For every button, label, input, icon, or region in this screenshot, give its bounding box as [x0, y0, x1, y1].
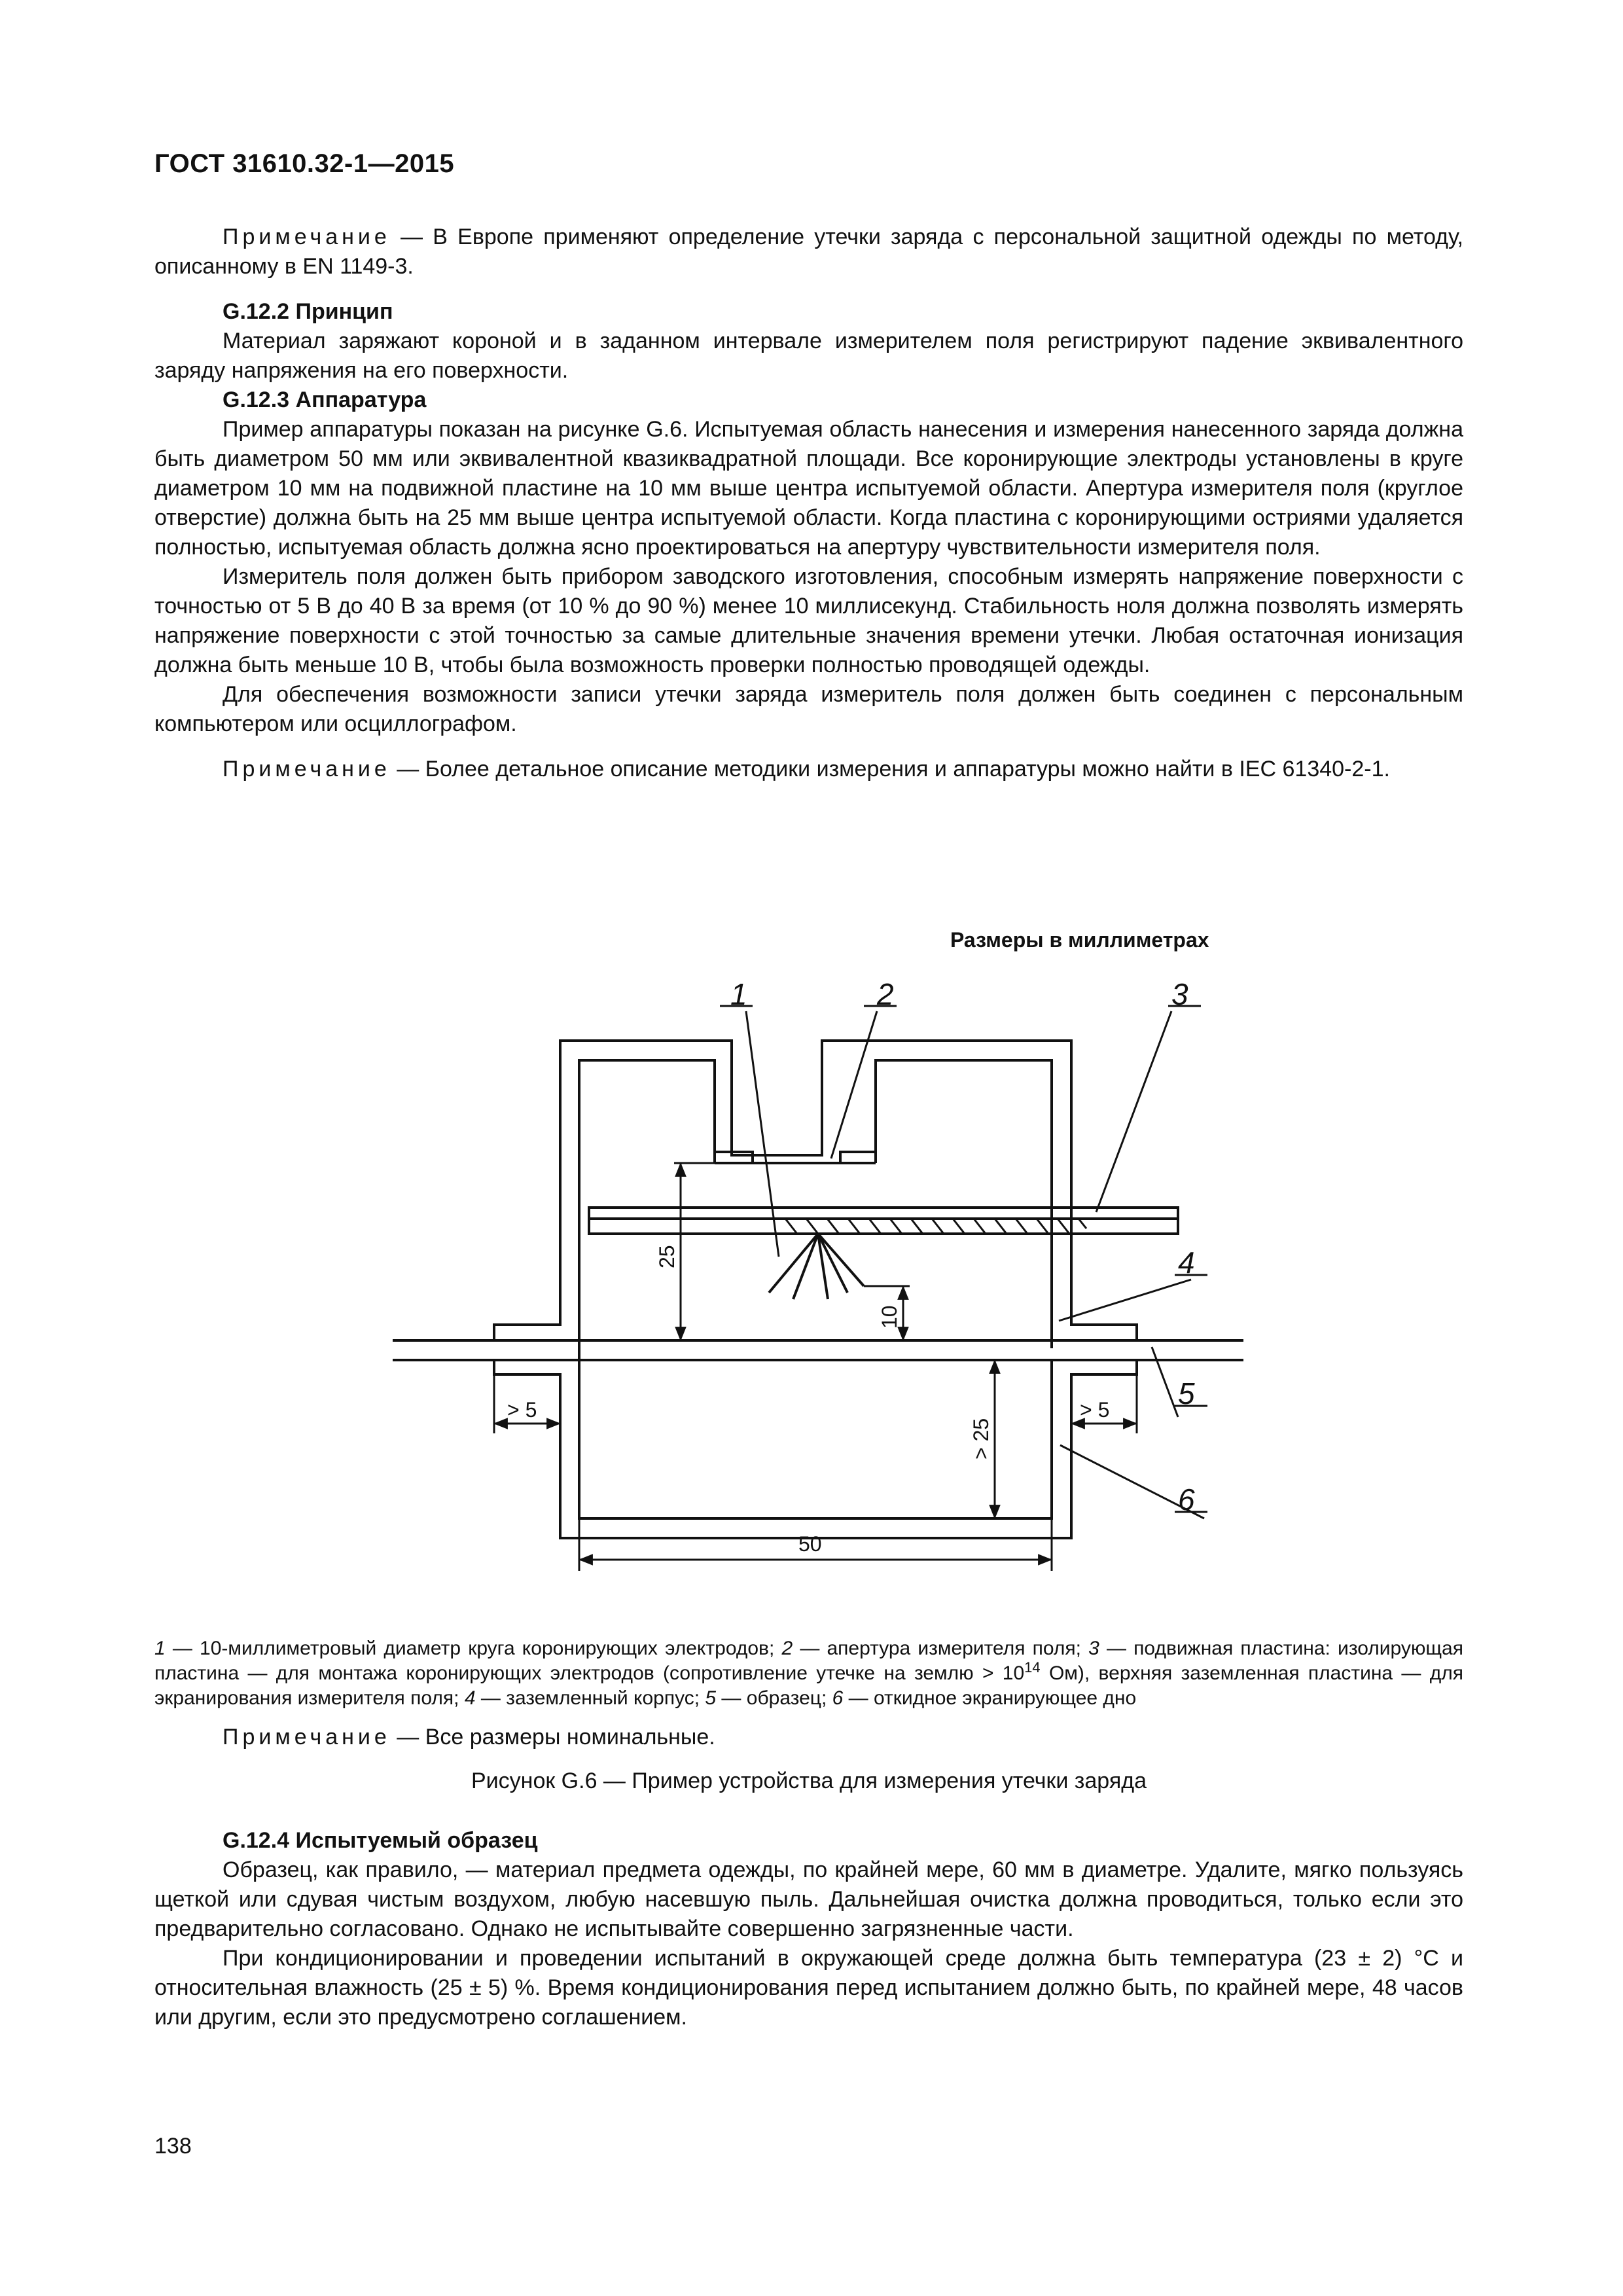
legend-text: — образец;: [716, 1687, 832, 1709]
legend-text: — откидное экранирующее дно: [843, 1687, 1137, 1709]
paragraph: Пример аппаратуры показан на рисунке G.6. Испытуемая область нанесения и измерения нанесенного заряда должна быть диаметром 50 мм или эквивалентной квазиквадратной площади. Все коронирующие электроды установлены в круге диаметром 10 мм на подвижной пластине на 10 мм выше центра испытуемой области. Апертура измерителя поля (круглое отверстие) должна быть на 25 мм выше центра испытуемой области. Когда пластина с коронирующими остриями удаляется полностью, испытуемая область должна ясно проектироваться на апертуру чувствительности измерителя поля.: [154, 417, 1463, 560]
dim-25: 25: [655, 1245, 679, 1268]
section-heading-g1224: G.12.4 Испытуемый образец: [223, 1828, 538, 1853]
figure-label-6: 6: [1178, 1482, 1195, 1516]
figure-label-3: 3: [1171, 977, 1188, 1011]
figure-caption: Рисунок G.6 — Пример устройства для измерения утечки заряда: [471, 1768, 1147, 1793]
figure-label-2: 2: [877, 977, 894, 1011]
note-text: — В Европе применяют определение утечки заряда с персональной защитной одежды по методу, описанному в EN 1149-3.: [154, 224, 1463, 279]
leader-3: [1096, 1011, 1171, 1212]
corona-electrodes: [769, 1234, 864, 1299]
paragraph: Для обеспечения возможности записи утечки заряда измеритель поля должен быть соединен с персональным компьютером или осциллографом.: [154, 682, 1463, 736]
legend-superscript: 14: [1024, 1659, 1041, 1676]
legend-index: 2: [781, 1638, 793, 1659]
housing-outer: [560, 1041, 1071, 1310]
paragraph: При кондиционировании и проведении испытаний в окружающей среде должна быть температура (23 ± 2) °С и относительная влажность (25 ± 5) %. Время кондиционирования перед испытанием должно быть, по крайней мере, 48 часов или другим, если это предусмотрено соглашением.: [154, 1946, 1463, 2030]
section-heading-g1223: G.12.3 Аппаратура: [223, 387, 427, 412]
note-text: — Более детальное описание методики измерения и аппаратуры можно найти в IEC 61340-2-1.: [390, 757, 1390, 781]
figure-legend: [154, 1636, 1463, 1711]
legend-text: — заземленный корпус;: [475, 1687, 705, 1709]
leader-2: [831, 1011, 877, 1158]
note-label: Примечание: [223, 757, 391, 781]
legend-text: — апертура измерителя поля;: [793, 1638, 1089, 1659]
legend-index: 1: [154, 1638, 166, 1659]
paragraph: Измеритель поля должен быть прибором заводского изготовления, способным измерять напряжение поверхности с точностью от 5 В до 40 В за время (от 10 % до 90 %) менее 10 миллисекунд. Стабильность ноля должна позволять измерять напряжение поверхности с этой точностью за самые длительные значения времени утечки. Любая остаточная ионизация должна быть меньше 10 В, чтобы была возможность проверки полностью проводящей одежды.: [154, 564, 1463, 677]
page-number: 138: [154, 2134, 192, 2159]
note-2: [154, 755, 1463, 784]
dim-gt25: > 25: [969, 1418, 993, 1460]
section-heading-g1222: G.12.2 Принцип: [223, 299, 393, 324]
leader-5: [1152, 1347, 1178, 1417]
legend-index: 3: [1088, 1638, 1099, 1659]
legend-text: Ом), верхняя заземленная пластина — для экранирования измерителя поля;: [154, 1662, 1463, 1709]
hatched-section: [785, 1219, 1086, 1234]
figure-label-1: 1: [730, 977, 747, 1011]
page-header: ГОСТ 31610.32-1—2015: [154, 149, 455, 178]
legend-index: 5: [705, 1687, 717, 1709]
dim-50: 50: [798, 1532, 822, 1556]
figure-note: [223, 1725, 715, 1750]
figure-label-5: 5: [1178, 1376, 1195, 1410]
dimensions-caption: Размеры в миллиметрах: [950, 928, 1209, 952]
legend-text: — подвижная пластина: изолирующая пластина — для монтажа коронирующих электродов (сопротивление утечке на землю > 10: [154, 1638, 1463, 1684]
dim-gt5-right: > 5: [1080, 1398, 1110, 1422]
legend-index: 6: [832, 1687, 844, 1709]
note-label: Примечание: [223, 1725, 391, 1749]
lower-text: [154, 1826, 1463, 2032]
leader-4: [1059, 1280, 1191, 1321]
note-text: — Все размеры номинальные.: [390, 1725, 715, 1749]
note-1: [154, 223, 1463, 281]
upper-text: [154, 223, 1463, 784]
dim-10: 10: [878, 1305, 901, 1329]
note-label: Примечание: [223, 224, 391, 249]
figure-label-4: 4: [1178, 1246, 1195, 1280]
movable-plate: [589, 1208, 1178, 1234]
flange-left: [494, 1310, 560, 1340]
legend-index: 4: [464, 1687, 476, 1709]
housing-inner: [579, 1060, 1052, 1348]
paragraph: Образец, как правило, — материал предмета одежды, по крайней мере, 60 мм в диаметре. Удалите, мягко пользуясь щеткой или сдувая чистым воздухом, любую насевшую пыль. Дальнейшая очистка должна проводиться, только если это предварительно согласовано. Однако не испытывайте совершенно загрязненные части.: [154, 1857, 1463, 1941]
sample: [393, 1340, 1243, 1360]
dim-gt5-left: > 5: [507, 1398, 537, 1422]
figure-drawing: [380, 975, 1283, 1597]
section-text-g1222: Материал заряжают короной и в заданном интервале измерителем поля регистрируют падение эквивалентного заряду напряжения на его поверхности.: [154, 329, 1463, 383]
legend-text: — 10-миллиметровый диаметр круга коронирующих электродов;: [165, 1638, 782, 1659]
